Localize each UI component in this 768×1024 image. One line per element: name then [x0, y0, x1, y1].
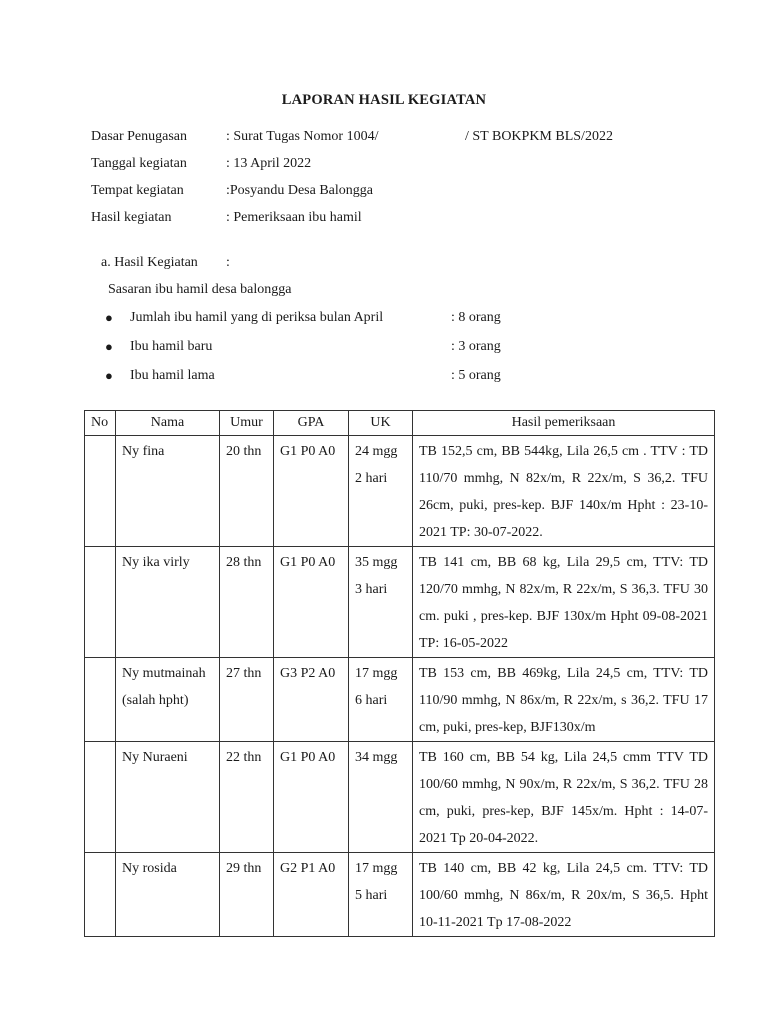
cell-hasil: TB 153 cm, BB 469kg, Lila 24,5 cm, TTV: TD 110/90 mmhg, N 86x/m, R 22x/m, s 36,2. TFU 17 cm, puki, pres-kep, BJF130x/m — [413, 658, 715, 742]
examination-table — [84, 410, 715, 937]
bullet-text: Jumlah ibu hamil yang di periksa bulan April — [130, 310, 384, 325]
section-a-label: a. Hasil Kegiatan — [101, 255, 198, 270]
header-uk: UK — [349, 411, 413, 436]
info-label: Tempat kegiatan — [91, 183, 184, 198]
cell-no — [85, 547, 116, 658]
cell-nama: Ny mutmainah (salah hpht) — [116, 658, 220, 742]
list-item — [105, 339, 525, 368]
header-hasil: Hasil pemeriksaan — [413, 411, 715, 436]
info-value-suffix: / ST BOKPKM BLS/2022 — [465, 129, 613, 144]
cell-uk: 24 mgg 2 hari — [349, 436, 413, 547]
cell-nama: Ny rosida — [116, 853, 220, 937]
cell-umur: 28 thn — [220, 547, 274, 658]
cell-nama: Ny fina — [116, 436, 220, 547]
info-value: :Posyandu Desa Balongga — [226, 183, 373, 198]
bullet-icon: ● — [105, 310, 113, 325]
cell-no — [85, 658, 116, 742]
bullet-count: : 8 orang — [451, 310, 501, 325]
cell-hasil: TB 160 cm, BB 54 kg, Lila 24,5 cmm TTV TD 100/60 mmhg, N 90x/m, R 22x/m, S 36,2. TFU 28 cm, puki, pres-kep, BJF 145x/m. Hpht : 14-07-2021 Tp 20-04-2022. — [413, 742, 715, 853]
cell-gpa: G1 P0 A0 — [274, 436, 349, 547]
cell-no — [85, 436, 116, 547]
info-value: : Pemeriksaan ibu hamil — [226, 210, 362, 225]
cell-gpa: G1 P0 A0 — [274, 742, 349, 853]
info-value: : Surat Tugas Nomor 1004/ — [226, 129, 379, 144]
header-umur: Umur — [220, 411, 274, 436]
table-row — [85, 436, 715, 547]
header-gpa: GPA — [274, 411, 349, 436]
cell-uk: 35 mgg 3 hari — [349, 547, 413, 658]
table-header-row — [85, 411, 715, 436]
table-row — [85, 742, 715, 853]
cell-gpa: G2 P1 A0 — [274, 853, 349, 937]
cell-umur: 29 thn — [220, 853, 274, 937]
target-description: Sasaran ibu hamil desa balongga — [108, 282, 292, 297]
cell-uk: 34 mgg — [349, 742, 413, 853]
header-nama: Nama — [116, 411, 220, 436]
cell-no — [85, 742, 116, 853]
cell-gpa: G1 P0 A0 — [274, 547, 349, 658]
bullet-icon: ● — [105, 339, 113, 354]
bullet-text: Ibu hamil baru — [130, 339, 213, 354]
cell-hasil: TB 152,5 cm, BB 544kg, Lila 26,5 cm . TTV : TD 110/70 mmhg, N 82x/m, R 22x/m, S 36,2. TFU 26cm, puki, pres-kep. BJF 140x/m Hpht : 23-10-2021 TP: 30-07-2022. — [413, 436, 715, 547]
cell-umur: 20 thn — [220, 436, 274, 547]
table-row — [85, 547, 715, 658]
info-label: Tanggal kegiatan — [91, 156, 187, 171]
cell-hasil: TB 141 cm, BB 68 kg, Lila 29,5 cm, TTV: TD 120/70 mmhg, N 82x/m, R 22x/m, S 36,3. TFU 30 cm. puki , pres-kep. BJF 130x/m Hpht 09-08-2021 TP: 16-05-2022 — [413, 547, 715, 658]
header-no: No — [85, 411, 116, 436]
cell-uk: 17 mgg 5 hari — [349, 853, 413, 937]
cell-umur: 27 thn — [220, 658, 274, 742]
table-row — [85, 853, 715, 937]
info-label: Hasil kegiatan — [91, 210, 172, 225]
cell-gpa: G3 P2 A0 — [274, 658, 349, 742]
report-title: LAPORAN HASIL KEGIATAN — [281, 92, 487, 108]
summary-bullet-list — [105, 310, 525, 397]
bullet-count: : 5 orang — [451, 368, 501, 383]
info-label: Dasar Penugasan — [91, 129, 188, 144]
list-item — [105, 310, 525, 339]
cell-uk: 17 mgg 6 hari — [349, 658, 413, 742]
cell-nama: Ny ika virly — [116, 547, 220, 658]
section-a-colon: : — [226, 255, 230, 270]
bullet-icon: ● — [105, 368, 113, 383]
cell-hasil: TB 140 cm, BB 42 kg, Lila 24,5 cm. TTV: TD 100/60 mmhg, N 86x/m, R 20x/m, S 36,5. Hpht 10-11-2021 Tp 17-08-2022 — [413, 853, 715, 937]
list-item — [105, 368, 525, 397]
bullet-count: : 3 orang — [451, 339, 501, 354]
cell-no — [85, 853, 116, 937]
info-value: : 13 April 2022 — [226, 156, 312, 171]
cell-umur: 22 thn — [220, 742, 274, 853]
bullet-text: Ibu hamil lama — [130, 368, 215, 383]
cell-nama: Ny Nuraeni — [116, 742, 220, 853]
section-a-heading — [101, 255, 230, 271]
table-row — [85, 658, 715, 742]
